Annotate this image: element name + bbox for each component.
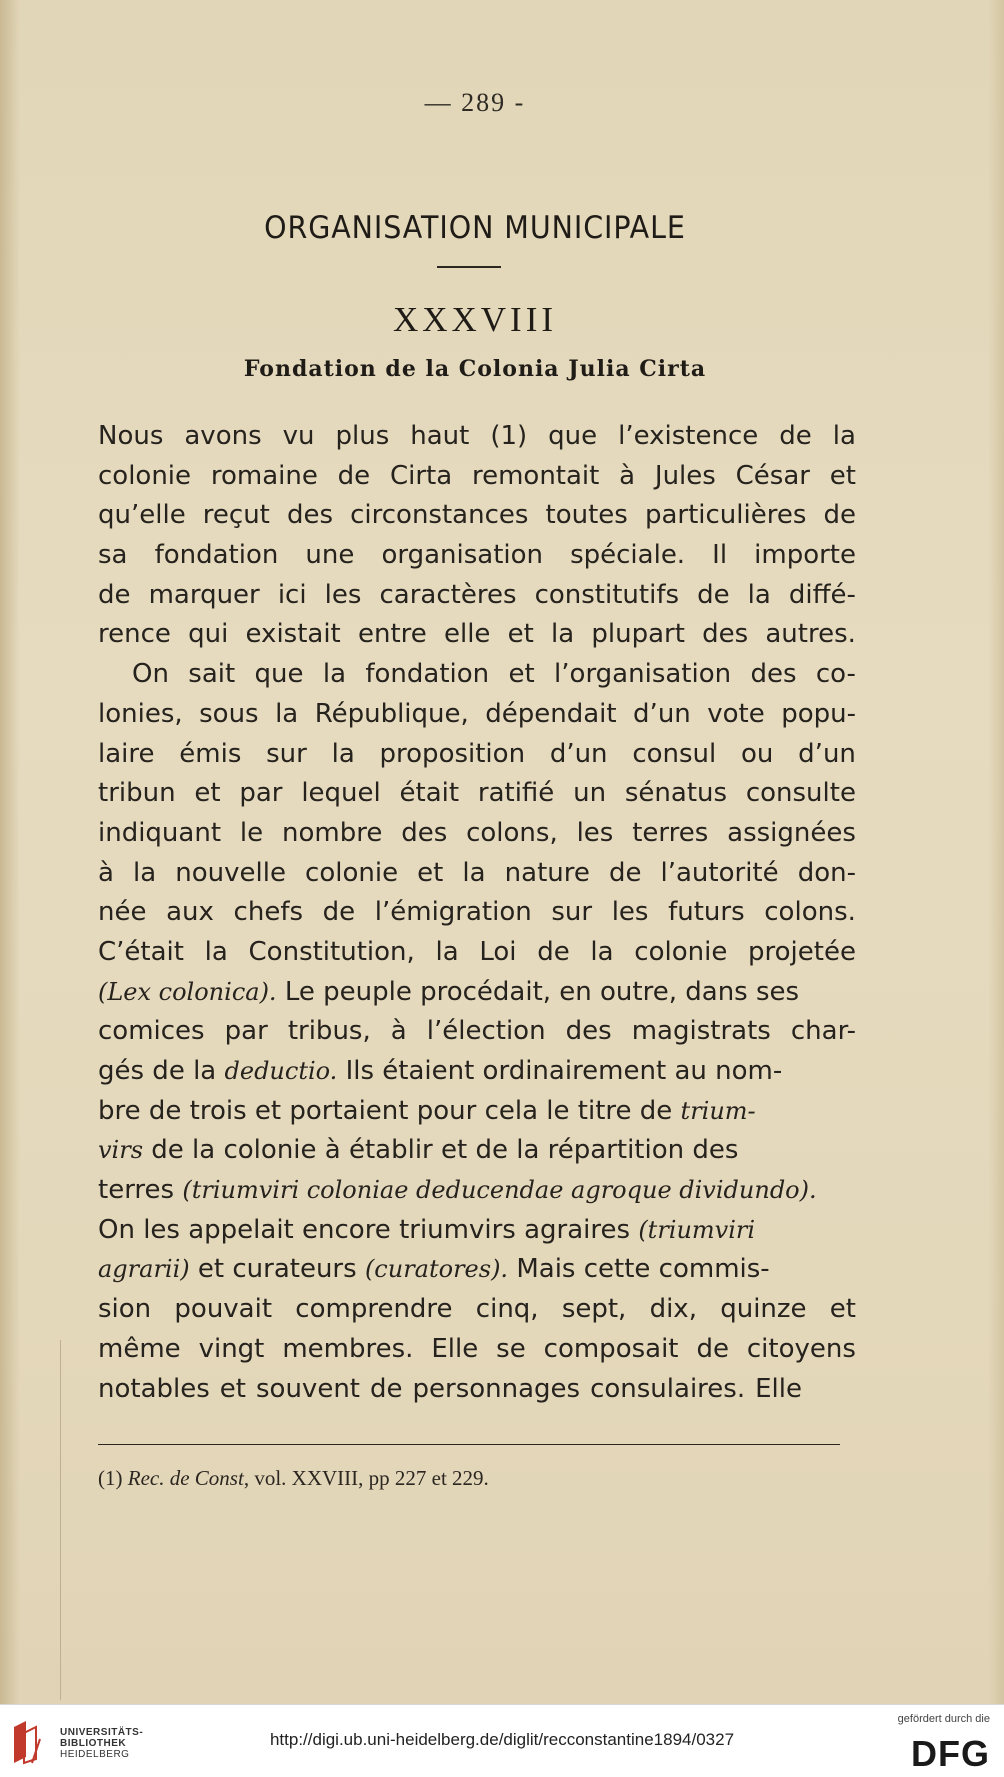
- word: futurs: [668, 897, 745, 928]
- word: la: [832, 421, 856, 451]
- text-line: [98, 1211, 856, 1251]
- word: et: [417, 857, 444, 888]
- italic-text: (triumviri coloniae deducendae agroque dividundo).: [182, 1176, 817, 1205]
- word: terres: [632, 817, 709, 848]
- word: sept,: [561, 1294, 627, 1325]
- word: char-: [790, 1016, 856, 1047]
- word: comprendre: [295, 1294, 453, 1325]
- word: pouvait: [174, 1294, 273, 1325]
- word: et: [507, 619, 534, 650]
- word: le: [239, 817, 264, 848]
- word: romaine: [210, 460, 318, 491]
- word: de: [779, 421, 812, 451]
- text-line: [98, 1052, 856, 1092]
- word: C’était: [98, 936, 184, 967]
- text-line: [98, 417, 856, 457]
- chapter-number: XXXVIII: [392, 300, 558, 339]
- library-name-line: HEIDELBERG: [60, 1749, 130, 1760]
- word: autres.: [765, 619, 856, 650]
- word: spéciale.: [570, 540, 686, 571]
- text-line: [98, 576, 856, 616]
- word: et: [508, 659, 535, 690]
- word: colonie: [98, 460, 192, 491]
- word: à: [619, 460, 636, 491]
- document-url[interactable]: http://digi.ub.uni-heidelberg.de/diglit/recconstantine1894/0327: [269, 1730, 735, 1749]
- word: organisation: [381, 540, 544, 571]
- word: et: [219, 1373, 246, 1404]
- text-line: [98, 854, 856, 894]
- word: diffé-: [788, 579, 856, 610]
- word: ratifié: [477, 778, 555, 809]
- word: plupart: [591, 619, 685, 650]
- text-line: [98, 973, 856, 1013]
- italic-text: trium-: [680, 1096, 756, 1125]
- text-line: [98, 1171, 856, 1211]
- word: l’élection: [426, 1016, 546, 1047]
- word: d’un: [798, 738, 856, 769]
- word: la: [275, 698, 299, 729]
- word: des: [702, 619, 749, 650]
- word: sion: [98, 1294, 152, 1325]
- dfg-logo: DFG: [911, 1733, 990, 1774]
- word: était: [399, 778, 460, 809]
- word: proposition: [379, 738, 526, 769]
- word: la: [204, 936, 228, 967]
- word: la: [462, 857, 486, 888]
- word: souvent: [256, 1373, 360, 1404]
- word: et: [829, 1294, 856, 1325]
- word: nouvelle: [175, 857, 286, 888]
- word: par: [239, 778, 283, 809]
- word: lonies,: [98, 698, 183, 729]
- text-line: [98, 735, 856, 775]
- word: sa: [98, 540, 128, 571]
- word: caractères: [379, 579, 517, 610]
- word: ou: [741, 738, 774, 769]
- word: colonie: [634, 936, 728, 967]
- italic-text: agrarii): [98, 1255, 190, 1284]
- word: à: [98, 857, 114, 888]
- word: des: [401, 817, 448, 848]
- word: des: [750, 659, 797, 690]
- word: et: [829, 460, 856, 491]
- word: aux: [166, 897, 214, 928]
- word: Elle: [431, 1333, 479, 1364]
- text-line: [98, 1250, 856, 1290]
- text-segment: Ils étaient ordinairement au nom-: [345, 1056, 783, 1086]
- word: née: [98, 897, 147, 928]
- word: popu-: [781, 698, 856, 729]
- viewer-footer: [0, 1704, 1004, 1777]
- text-segment: de la colonie à établir et de la répartition des: [151, 1135, 739, 1166]
- word: tribus,: [287, 1016, 371, 1047]
- word: la: [435, 936, 459, 967]
- word: consul: [632, 738, 717, 769]
- word: l’existence: [618, 421, 759, 451]
- word: vingt: [198, 1333, 265, 1364]
- word: sur: [551, 897, 593, 928]
- word: fondation: [154, 540, 279, 571]
- word: Cirta: [389, 460, 453, 491]
- word: dépendait: [485, 698, 617, 729]
- word: projetée: [748, 936, 856, 967]
- text-line: [98, 1370, 856, 1410]
- text-line: [98, 615, 856, 655]
- word: à: [390, 1016, 407, 1047]
- text-line: [98, 1290, 856, 1330]
- text-line: [98, 933, 856, 973]
- word: un: [573, 778, 607, 809]
- text-line: [98, 536, 856, 576]
- word: vu: [282, 421, 315, 451]
- text-line: [98, 814, 856, 854]
- word: les: [576, 817, 614, 848]
- word: l’autorité: [660, 857, 779, 888]
- word: plus: [335, 421, 390, 451]
- word: colonie: [305, 857, 399, 888]
- word: circonstances: [350, 500, 529, 531]
- word: de: [337, 460, 371, 491]
- word: la: [331, 738, 355, 769]
- word: émis: [179, 738, 242, 769]
- word: par: [224, 1016, 268, 1047]
- word: toutes: [545, 500, 628, 531]
- word: haut: [410, 421, 470, 451]
- word: quinze: [720, 1294, 807, 1325]
- word: une: [305, 540, 355, 571]
- word: magistrats: [631, 1016, 771, 1047]
- word: particulières: [644, 500, 807, 531]
- word: d’un: [633, 698, 691, 729]
- body-text: [98, 417, 856, 1409]
- text-line: [98, 893, 856, 933]
- word: se: [496, 1333, 526, 1364]
- text-line: [98, 1092, 856, 1132]
- text-line: [98, 1131, 856, 1171]
- word: César: [735, 460, 810, 491]
- word: personnages: [412, 1373, 581, 1404]
- word: importe: [754, 540, 856, 571]
- word: la: [747, 579, 771, 610]
- word: Loi: [479, 936, 517, 967]
- word: nature: [504, 857, 590, 888]
- text-segment: Le peuple procédait, en outre, dans ses: [284, 976, 800, 1007]
- word: tribun: [98, 778, 176, 809]
- word: entre: [357, 619, 427, 650]
- word: comices: [98, 1016, 205, 1047]
- word: Jules: [654, 460, 716, 491]
- word: des: [565, 1016, 612, 1047]
- word: de: [537, 936, 570, 967]
- word: Constitution,: [248, 936, 415, 967]
- word: les: [611, 897, 649, 928]
- word: la: [322, 659, 347, 690]
- word: de: [370, 1373, 403, 1404]
- word: On: [132, 659, 169, 690]
- word: de: [823, 500, 856, 531]
- funder-caption: gefördert durch die: [897, 1713, 990, 1725]
- italic-text: (curatores).: [364, 1255, 509, 1284]
- text-line: [98, 655, 856, 695]
- word: Nous: [98, 421, 164, 451]
- word: indiquant: [98, 817, 222, 848]
- footnote: [98, 1466, 489, 1491]
- word: co-: [815, 659, 856, 690]
- footnote-divider: [98, 1444, 840, 1445]
- word: que: [254, 659, 304, 690]
- word: membres.: [282, 1333, 414, 1364]
- italic-text: (triumviri: [638, 1215, 756, 1244]
- word: lequel: [301, 778, 381, 809]
- word: marquer: [148, 579, 260, 610]
- word: sur: [266, 738, 307, 769]
- word: même: [98, 1333, 181, 1364]
- word: des: [286, 500, 334, 531]
- word: remontait: [471, 460, 600, 491]
- word: colons,: [466, 817, 558, 848]
- text-segment: On les appelait encore triumvirs agraires: [98, 1214, 631, 1245]
- word: et: [194, 778, 221, 809]
- word: assignées: [727, 817, 856, 848]
- text-segment: bre de trois et portaient pour cela le titre de: [98, 1095, 673, 1126]
- word: la: [551, 619, 575, 650]
- word: sait: [188, 659, 236, 690]
- text-segment: Mais cette commis-: [516, 1254, 770, 1285]
- word: fondation: [365, 659, 490, 690]
- text-line: [98, 774, 856, 814]
- word: l’organisation: [554, 659, 732, 690]
- word: elle: [443, 619, 491, 650]
- word: citoyens: [746, 1333, 856, 1364]
- text-segment: gés de la: [98, 1056, 217, 1086]
- text-line: [98, 695, 856, 735]
- word: cinq,: [475, 1294, 539, 1325]
- text-line: [98, 1012, 856, 1052]
- word: colons.: [764, 897, 856, 928]
- word: dix,: [649, 1294, 697, 1325]
- word: l’émigration: [374, 897, 532, 928]
- word: chefs: [233, 897, 304, 928]
- footnote-text: , vol. XXVIII, pp 227 et 229.: [243, 1466, 489, 1490]
- word: de: [98, 579, 131, 610]
- word: de: [608, 857, 642, 888]
- word: la: [590, 936, 614, 967]
- word: d’un: [549, 738, 608, 769]
- word: Il: [712, 540, 728, 571]
- footnote-reference: Rec. de Const: [127, 1466, 244, 1490]
- word: (1): [490, 421, 528, 451]
- library-name-line: BIBLIOTHEK: [60, 1738, 127, 1749]
- text-segment: terres: [98, 1175, 175, 1206]
- text-segment: et curateurs: [197, 1254, 357, 1285]
- italic-text: virs: [98, 1136, 144, 1165]
- title-divider: [437, 266, 501, 268]
- word: don-: [797, 857, 856, 888]
- page-number: — 289 -: [424, 88, 526, 117]
- word: les: [324, 579, 362, 610]
- word: notables: [98, 1373, 210, 1404]
- word: reçut: [202, 500, 270, 531]
- library-name-line: UNIVERSITÄTS-: [60, 1727, 144, 1738]
- word: Elle: [755, 1373, 802, 1404]
- word: qu’elle: [98, 500, 186, 531]
- italic-text: deductio.: [224, 1057, 338, 1085]
- word: existait: [245, 619, 341, 650]
- footnote-marker: (1): [98, 1466, 123, 1490]
- word: constitutifs: [534, 579, 680, 610]
- word: qui: [188, 619, 229, 650]
- text-line: [98, 457, 856, 497]
- word: de: [697, 579, 730, 610]
- text-line: [98, 496, 856, 536]
- word: avons: [184, 421, 262, 451]
- section-title: ORGANISATION MUNICIPALE: [264, 210, 686, 246]
- word: vote: [707, 698, 765, 729]
- word: de: [696, 1333, 729, 1364]
- word: consulaires.: [590, 1373, 746, 1404]
- word: sous: [199, 698, 259, 729]
- word: nombre: [281, 817, 383, 848]
- chapter-title: Fondation de la Colonia Julia Cirta: [243, 356, 707, 382]
- word: République,: [314, 698, 469, 729]
- italic-text: (Lex colonica).: [98, 977, 277, 1006]
- margin-line: [60, 1340, 61, 1700]
- word: laire: [98, 738, 155, 769]
- word: consulte: [745, 778, 856, 809]
- word: sénatus: [624, 778, 728, 809]
- word: la: [133, 857, 157, 888]
- word: que: [548, 421, 598, 451]
- word: ici: [277, 579, 307, 610]
- text-line: [98, 1330, 856, 1370]
- word: de: [322, 897, 356, 928]
- word: composait: [543, 1333, 679, 1364]
- word: rence: [98, 619, 171, 650]
